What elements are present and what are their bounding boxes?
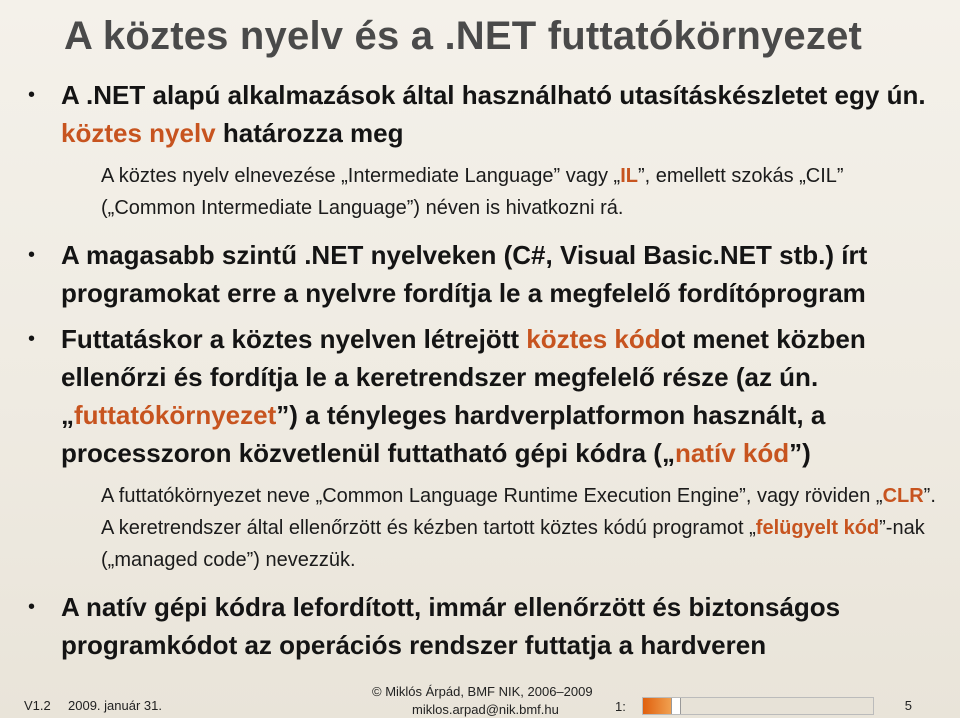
sub-3-text-c: ”-nak („managed code”) nevezzük. [101,517,925,571]
progress-bar [642,697,874,715]
sub-3-text-a: A futtatókörnyezet neve „Common Language Runtime Execution Engine”, vagy röviden „ [101,485,883,507]
bullet-dot: • [28,244,36,266]
sub-1-text-a: A köztes nyelv elnevezése „Intermediate Language” vagy „ [101,165,621,187]
bullet-1-keyword: köztes nyelv [61,118,216,148]
bullet-3-keyword-1: köztes kód [526,324,661,354]
footer-email: miklos.arpad@nik.bmf.hu [412,702,559,717]
bullet-4 [26,588,941,664]
sub-3-keyword-1: CLR [882,485,924,507]
sub-3-keyword-2: felügyelt kód [755,517,880,539]
bullet-3-keyword-2: futtatókörnyezet [74,400,277,430]
bullet-dot: • [28,84,36,106]
bullet-3 [26,320,941,472]
bullet-2-text: A magasabb szintű .NET nyelveken (C#, Visual Basic.NET stb.) írt programokat erre a nyelvre fordítja le a megfelelő fordítóprogram [61,240,868,308]
slide-body [26,76,941,664]
bullet-dot: • [28,328,36,350]
footer-date: 2009. január 31. [68,698,162,713]
bullet-2 [26,236,941,312]
bullet-1-sub [26,160,941,224]
slide-footer [0,680,960,718]
bullet-1 [26,76,941,152]
bullet-3-text-c: ”) a tényleges hardverplatformon használt, a processzoron közvetlenül futtatható gépi kódra („ [61,400,826,468]
bullet-1-text-a: A .NET alapú alkalmazások által használható utasításkészletet egy ún. [61,80,926,110]
bullet-4-text: A natív gépi kódra lefordított, immár ellenőrzött és biztonságos programkódot az operációs rendszer futtatja a hardveren [61,592,841,660]
bullet-3-text-d: ”) [789,438,811,468]
bullet-3-sub [26,480,941,576]
progress-label: 1: [615,699,626,714]
progress-marker [671,698,681,714]
bullet-3-keyword-3: natív kód [674,438,790,468]
bullet-3-text-a: Futtatáskor a köztes nyelven létrejött [61,324,527,354]
sub-1-text-b: ”, emellett szokás „CIL” („Common Intermediate Language”) néven is hivatkozni rá. [101,165,844,219]
footer-version: V1.2 [24,698,51,713]
progress-fill [643,698,671,714]
sub-3-text-b: ”. A keretrendszer által ellenőrzött és kézben tartott köztes kódú programot „ [101,485,936,539]
footer-copyright: © Miklós Árpád, BMF NIK, 2006–2009 [372,684,593,699]
bullet-1-text-b: határozza meg [215,118,404,148]
bullet-dot: • [28,596,36,618]
bullet-3-text-b: ot menet közben ellenőrzi és fordítja le a keretrendszer megfelelő része (az ún. „ [61,324,866,430]
sub-1-keyword: IL [620,165,638,187]
slide-title: A köztes nyelv és a .NET futtatókörnyezet [64,14,863,58]
page-number: 5 [904,698,912,713]
